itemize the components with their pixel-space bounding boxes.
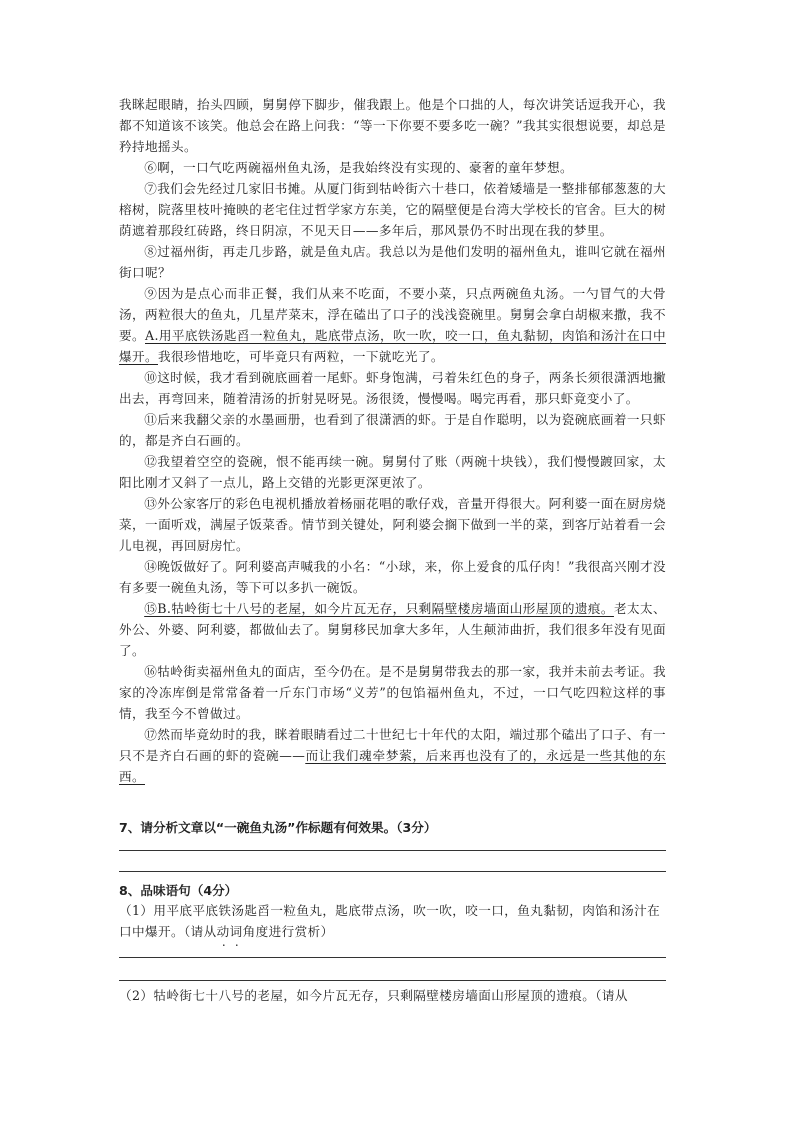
paragraph-10: ⑩这时候，我才看到碗底画着一尾虾。虾身饱满，弓着朱红色的身子，两条长须很潇洒地撇出去，再弯回来，随着清汤的折射晃呀晃。汤很烫，慢慢喝。喝完再看，那只虾竟变小了。 — [119, 370, 666, 406]
question-8-1 — [119, 900, 666, 942]
paragraph-8: ⑧过福州街，再走几步路，就是鱼丸店。我总以为是他们发明的福州鱼丸，谁叫它就在福州街口呢？ — [119, 244, 666, 280]
paragraph-11: ⑪后来我翻父亲的水墨画册，也看到了很潇洒的虾。于是自作聪明，以为瓷碗底画着一只虾的，都是齐白石画的。 — [119, 412, 666, 448]
paragraph-16: ⑯牯岭街卖福州鱼丸的面店，至今仍在。是不是舅舅带我去的那一家，我并未前去考证。我家的冷冻库倒是常常备着一斤东门市场“义芳”的包馅福州鱼丸，不过，一口气吃四粒这样的事情，我至今不曾做过。 — [119, 664, 666, 721]
paragraph-7: ⑦我们会先经过几家旧书摊。从厦门街到牯岭街六十巷口，依着矮墙是一整排郁郁葱葱的大榕树，院落里枝叶掩映的老宅住过哲学家方东美，它的隔壁便是台湾大学校长的官舍。巨大的树荫遮着那段红砖路，终日阴凉，不见天日——多年后，那风景仍不时出现在我的梦里。 — [119, 181, 666, 238]
paragraph-17-text: ⑰然而毕竟幼时的我，眯着眼睛看过二十世纪七十年代的太阳，端过那个磕出了口子、有一只不是齐白石画的虾的瓷碗—— — [119, 727, 666, 763]
emphasis-char-2: 词 — [229, 924, 243, 939]
reading-passage — [119, 94, 666, 787]
question-8: 8、品味语句（4分） — [119, 883, 238, 898]
underlined-sentence-b: ⑮B.牯岭街七十八号的老屋，如今片瓦无存，只剩隔壁楼房墙面山形屋顶的遗痕。 — [144, 601, 614, 616]
answer-line-q8-1[interactable] — [119, 957, 666, 958]
paragraph-9-text-a: ⑨因为是点心而非正餐，我们从来不吃面，不要小菜，只点两碗鱼丸汤。一勺冒气的大骨汤，两粒很大的鱼丸，几星芹菜末，浮在磕出了口子的浅浅瓷碗里。舅舅会拿白胡椒来撒，我不要。 — [119, 286, 666, 343]
question-8-2: （2）牯岭街七十八号的老屋，如今片瓦无存，只剩隔壁楼房墙面山形屋顶的遗痕。（请从 — [119, 988, 628, 1003]
paragraph-6: ⑥啊，一口气吃两碗福州鱼丸汤，是我始终没有实现的、豪奢的童年梦想。 — [144, 160, 573, 175]
underlined-sentence-a: A.用平底铁汤匙舀一粒鱼丸，匙底带点汤，吹一吹，咬一口，鱼丸黏韧，肉馅和汤汁在口中爆开。 — [119, 328, 666, 364]
answer-line-q8-2[interactable] — [119, 980, 666, 981]
answer-line-q7-1[interactable] — [119, 850, 666, 851]
question-7: 7、请分析文章以“一碗鱼丸汤”作标题有何效果。（3分） — [119, 820, 437, 835]
paragraph-12: ⑫我望着空空的瓷碗，恨不能再续一碗。舅舅付了账（两碗十块钱），我们慢慢踱回家，太阳比刚才又斜了一点儿，路上交错的光影更深更浓了。 — [119, 454, 666, 490]
paragraph-9 — [119, 283, 666, 367]
paragraph-intro: 我眯起眼睛，抬头四顾，舅舅停下脚步，催我跟上。他是个口拙的人，每次讲笑话逗我开心，我都不知道该不该笑。他总会在路上问我：“等一下你要不要多吃一碗？”我其实很想说要，却总是矜持地摇头。 — [119, 97, 666, 154]
paragraph-15 — [119, 598, 666, 661]
emphasis-char-1: 动 — [216, 924, 230, 939]
question-8-1-text: （1）用平底平底铁汤匙舀一粒鱼丸，匙底带点汤，吹一吹，咬一口，鱼丸黏韧，肉馅和汤汁在口中爆开。（请从 — [119, 903, 661, 939]
paragraph-15-text: 老太太、外公、外婆、阿利婆，都做仙去了。舅舅移民加拿大多年，人生颠沛曲折，我们很多年没有见面了。 — [119, 601, 666, 658]
paragraph-13: ⑬外公家客厅的彩色电视机播放着杨丽花唱的歌仔戏，音量开得很大。阿利婆一面在厨房烧菜，一面听戏，满屋子饭菜香。情节到关键处，阿利婆会搁下做到一半的菜，到客厅站着看一会儿电视，再回厨房忙。 — [119, 496, 666, 553]
answer-line-q7-2[interactable] — [119, 871, 666, 872]
paragraph-14: ⑭晚饭做好了。阿利婆高声喊我的小名：“小球，来，你上爱食的瓜仔肉！”我很高兴刚才没有多要一碗鱼丸汤，等下可以多扒一碗饭。 — [119, 559, 666, 595]
paragraph-9-text-b: 我很珍惜地吃，可毕竟只有两粒，一下就吃光了。 — [157, 349, 444, 364]
underlined-sentence-c: 而让我们魂牵梦萦，后来再也没有了的，永远是一些其他的东西。 — [119, 748, 666, 784]
paragraph-17 — [119, 724, 666, 787]
question-8-1-tail: 角度进行赏析） — [242, 924, 334, 939]
